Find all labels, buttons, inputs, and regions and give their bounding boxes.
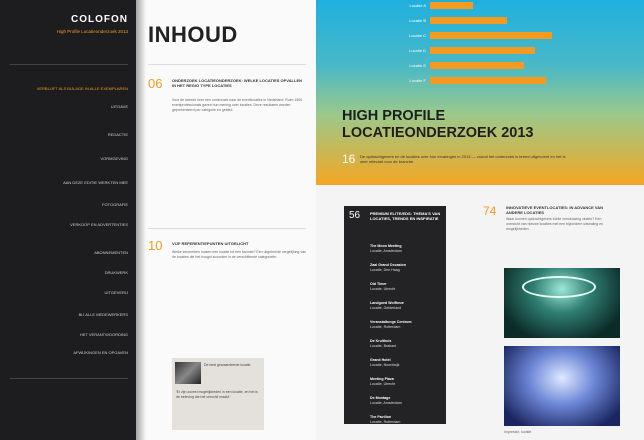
colophon-section: FOTOGRAFIE [102,202,128,207]
column-item-desc: Locatie, Utrecht [370,382,396,386]
colophon-section: UITGAVE [110,104,128,109]
bar-label: Locatie E [409,63,426,68]
entry-number: 06 [148,76,163,91]
colophon-section: UITGEVERIJ [104,290,128,295]
colophon-section: DRUKWERK [104,270,128,275]
divider [10,378,128,379]
cover-number: 16 [342,152,356,166]
feature-number: 74 [483,204,497,218]
colophon-section: AAN DEZE EDITIE WERKTEN MEE [63,180,128,185]
column-item-desc: Locatie, Gelderland [370,306,402,310]
cover-title-line1: HIGH PROFILE [342,108,446,124]
column-number: 56 [349,210,361,221]
column-item-desc: Locatie, Den Haag [370,268,400,272]
stage-photo [504,346,620,426]
column-item [370,282,442,292]
cover-title-line2: LOCATIEONDERZOEK 2013 [342,125,534,141]
column-item-desc: Locatie, Utrecht [370,287,396,291]
column-item [370,358,442,368]
colophon-highlight: VERBLIJFT ALS BIJLAGE IN ALLE EXEMPLAREN [36,86,128,91]
cover-image [316,0,644,185]
column-item-desc: Locatie, Brabant [370,344,397,348]
column-item [370,339,442,349]
column-item [370,396,442,406]
column-item-desc: Locatie, Amsterdam [370,249,402,253]
bar [430,62,524,69]
bar [430,47,535,54]
colophon-section: BIJ ALLE MEDEWERKERS [78,312,128,317]
column-item-desc: Locatie, Rotterdam [370,325,401,329]
bar-label: Locatie F [409,78,426,83]
photo-caption: Impressie, locatie [504,430,532,434]
colophon-section: REDACTIE [107,132,128,137]
colophon-section: VORMGEVING [100,156,128,161]
right-page [316,0,644,440]
column-item-name: Old Timer [370,282,387,286]
column-item-name: Landgoed Wolfheze [370,301,404,305]
feature-title: INNOVATIEVE EVENTLOCATIES: IN ADVANCE VAN ANDERE LOCATIES [506,205,604,215]
page-fold-shadow [136,0,146,440]
colophon-subtitle: High Profile Locatieonderzoek 2013 [56,29,128,34]
column-item [370,301,442,311]
column-item-desc: Locatie, Amsterdam [370,401,402,405]
colophon-section: HET VERANTWOORDING [79,332,128,337]
bar-label: Locatie A [409,3,426,8]
entry-number: 10 [148,238,163,253]
divider [148,228,306,229]
column-item-name: De Montage [370,396,391,400]
cover-title [342,108,534,142]
bar-label: Locatie C [409,33,426,38]
column-item-desc: Locatie, Rotterdam [370,420,401,424]
bar [430,17,507,24]
quote-text: 'Er zijn zoveel mogelijkheden in een locatie, en het is de beleving die het verschil maakt.' [176,390,258,399]
colophon-page [0,0,136,440]
column-item-name: The Moon Meeting [370,244,402,248]
column-item-name: The Pavilion [370,415,392,419]
bar-label: Locatie D [409,48,426,53]
divider [148,64,306,65]
colophon-section: AFWIJKINGEN EN OPGAVEN [73,350,128,355]
light-ring [522,276,596,298]
cover-text: De opdrachtgevers en de locaties over hun ervaringen in 2013 — vooral het onderzoek is breed uitgevoerd en het is zeer relevant voor de branche. [360,154,566,164]
column-item [370,377,442,387]
page-title: INHOUD [148,22,238,47]
column-item-desc: Locatie, Noordwijk [370,363,400,367]
column-item [370,415,442,425]
entry-title: VIJF REFERENTIEPUNTEN UITGELICHT [172,241,249,246]
bar [430,77,546,84]
quote-heading: De best gewaardeerde locatie [204,363,251,367]
column-heading: PREMIUM ELITE/EDS: THEMA'S VAN LOCATIES, TRENDS EN INSPIRATIE [370,211,441,221]
dark-column [344,206,446,424]
venue-photo [504,268,620,338]
column-item [370,244,442,254]
bar [430,32,552,39]
column-item-name: De Kruithuis [370,339,392,343]
entry-body: Voor de tweede keer een onderzoek naar de eventlocaties in Nederland. Ruim 1500 eventprofessionals gaven hun mening over locaties. Deze resultaten worden gepresenteerd per categorie en gebied. [172,98,303,112]
entry-body: Welke kenmerken maken een locatie tot een favoriet? Een uitgebreide vergelijking van de locaties die het hoogst scoorden in de verschillende categorieën. [172,250,306,259]
column-item [370,320,442,330]
bar [430,2,473,9]
quote-box [172,358,264,430]
colophon-title: COLOFON [71,14,128,25]
column-item-name: Zaal Grand Occasion [370,263,406,267]
column-item-name: Veranstaltungs Centrum [370,320,412,324]
column-item-name: Meeting Plaza [370,377,394,381]
colophon-section: VERKOOP EN ADVERTENTIES [70,222,128,227]
bar-label: Locatie B [409,18,426,23]
contents-page [136,0,316,440]
divider [10,64,128,65]
feature-body: Waar kunnen opdrachtgevers echte vernieuwing vinden? Een overzicht van nieuwe locaties met een bijzondere uitstraling en mogelijkheden. [506,217,604,231]
portrait-image [175,362,201,384]
column-item-name: Grand Hotel [370,358,391,362]
colophon-section: ABONNEMENTEN [94,250,128,255]
entry-title: ONDERZOEK LOCATIEONDERZOEK: WELKE LOCATIES OPVALLEN IN HET REGIO TYPE LOCATIES [172,78,302,88]
column-item [370,263,442,273]
